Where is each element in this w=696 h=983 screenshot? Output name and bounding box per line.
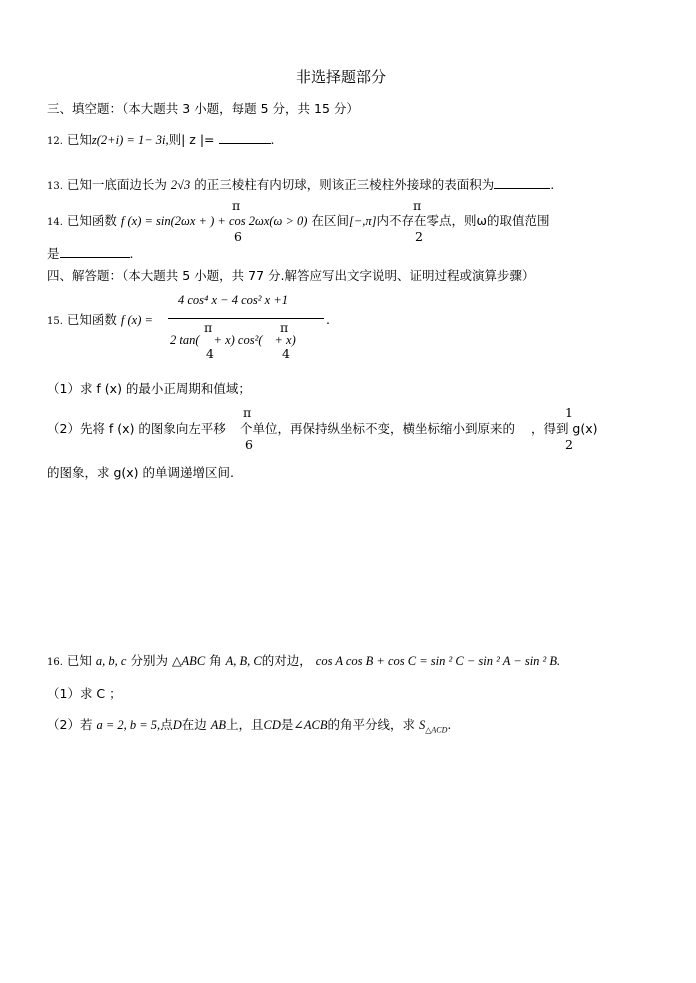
question-text: ，得到 g(x) <box>530 421 598 436</box>
question-number: 15. <box>47 316 63 327</box>
math-expression: D <box>172 718 182 732</box>
punctuation: . <box>447 717 452 732</box>
question-text: 角 <box>209 653 222 668</box>
question-16 <box>47 653 560 671</box>
math-interval: [−,π] <box>348 214 377 228</box>
q15-numerator: 4 cos⁴ x − 4 cos² x +1 <box>178 293 289 307</box>
question-16-part1: （1）求 C ； <box>47 686 122 701</box>
question-text: 分别为 <box>130 653 168 668</box>
question-14-line2 <box>47 245 134 262</box>
page-title: 非选择题部分 <box>296 68 387 86</box>
math-expression: ) + cos 2ωx(ω > 0) <box>210 214 308 228</box>
math-subscript: △ACD <box>425 725 448 735</box>
math-expression: 2√3 <box>170 178 191 192</box>
punctuation: . <box>326 312 330 327</box>
q15-den-pi1: π <box>204 320 213 335</box>
question-number: 16. <box>47 657 63 668</box>
math-expression: A, B, C <box>225 654 262 668</box>
punctuation: . <box>270 132 275 147</box>
question-15-part2-line2: 的图象，求 g(x) 的单调递增区间. <box>47 465 235 480</box>
question-text: 上，且 <box>226 717 264 732</box>
math-expression: CD <box>263 718 281 732</box>
q15-den-4b: 4 <box>282 346 290 361</box>
question-15-part2 <box>47 421 598 437</box>
question-text: 内不存在零点，则ω的取值范围 <box>376 213 550 228</box>
question-text: 在边 <box>181 717 207 732</box>
q14-interval-two: 2 <box>415 229 423 244</box>
question-text: 已知函数 <box>66 213 117 228</box>
question-text: 则| z |= <box>168 132 215 147</box>
q15-den-pi2: π <box>280 320 289 335</box>
math-expression: f (x) = <box>120 313 153 327</box>
section-header-answer: 四、解答题：（本大题共 5 小题，共 77 分.解答应写出文字说明、证明过程或演算步骤） <box>47 268 535 283</box>
question-14 <box>47 213 550 231</box>
q15-p2-pi: π <box>243 405 252 420</box>
math-expression: f (x) = sin(2ωx + <box>120 214 211 228</box>
answer-blank[interactable] <box>60 245 130 258</box>
question-text: 的对边， <box>261 653 312 668</box>
answer-blank[interactable] <box>219 131 271 144</box>
math-expression: S <box>419 718 426 732</box>
question-text: 已知函数 <box>66 312 117 327</box>
q15-den-4a: 4 <box>206 346 214 361</box>
q14-interval-pi: π <box>413 198 422 213</box>
question-text: 已知一底面边长为 <box>66 177 167 192</box>
question-12 <box>47 131 274 150</box>
section-header-fill-in: 三、填空题：（本大题共 3 小题，每题 5 分，共 15 分） <box>47 101 359 116</box>
math-expression: △ABC <box>171 654 206 668</box>
punctuation: . <box>129 246 134 261</box>
fraction-bar <box>168 318 324 319</box>
question-15-part1: （1）求 f (x) 的最小正周期和值域； <box>47 381 251 396</box>
question-text: 已知 <box>66 653 92 668</box>
question-text: 已知 <box>66 132 92 147</box>
question-text: 点 <box>160 717 173 732</box>
math-expression: a, b, c <box>95 654 127 668</box>
question-text: 个单位，再保持纵坐标不变，横坐标缩小到原来的 <box>239 421 515 436</box>
q15-p2-one: 1 <box>565 405 573 420</box>
question-number: 12. <box>47 136 63 147</box>
math-expression: AB <box>210 718 227 732</box>
question-15 <box>47 312 153 330</box>
q15-p2-two: 2 <box>565 437 573 452</box>
punctuation: . <box>550 177 555 192</box>
question-13 <box>47 176 554 195</box>
question-number: 13. <box>47 181 63 192</box>
q14-pi-numerator: π <box>232 198 241 213</box>
question-text: （2）先将 f (x) 的图象向左平移 <box>47 421 226 436</box>
math-equation: cos A cos B + cos C = sin ² C − sin ² A − sin ² B. <box>315 654 561 668</box>
q15-denominator: 2 tan( + x) cos²( + x) <box>170 333 296 347</box>
question-text: 的正三棱柱有内切球，则该正三棱柱外接球的表面积为 <box>194 177 495 192</box>
question-text: 的角平分线，求 <box>327 717 416 732</box>
question-text: （2）若 <box>47 717 93 732</box>
math-expression: a = 2, b = 5, <box>96 718 161 732</box>
question-text: 是 <box>47 246 60 261</box>
answer-blank[interactable] <box>494 176 550 189</box>
math-expression: z(2+i) = 1− 3i, <box>91 133 169 147</box>
question-number: 14. <box>47 217 63 228</box>
math-expression: ∠ACB <box>293 718 328 732</box>
q14-six-denominator: 6 <box>234 229 242 244</box>
q15-p2-six: 6 <box>245 437 253 452</box>
question-text: 是 <box>280 717 294 732</box>
question-text: 在区间 <box>311 213 349 228</box>
question-16-part2 <box>47 717 451 739</box>
